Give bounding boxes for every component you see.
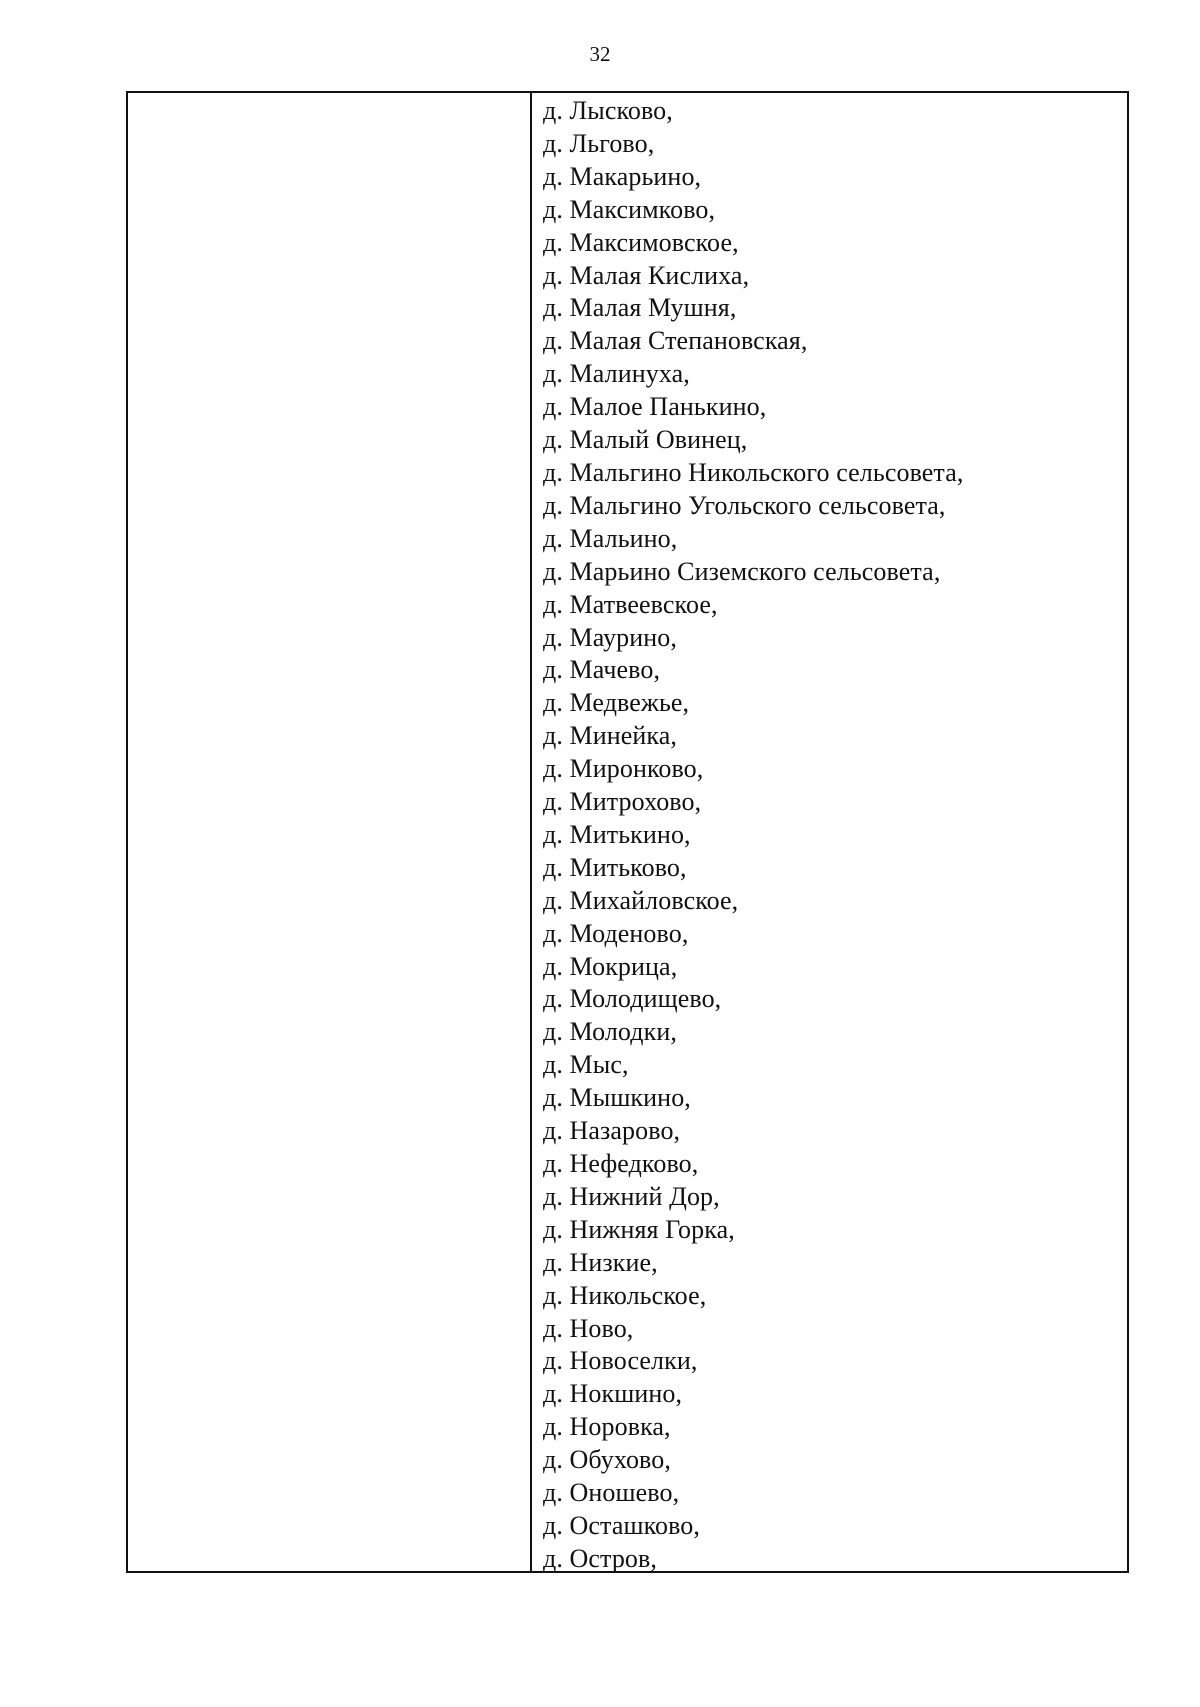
list-item: д. Малинуха, — [543, 359, 690, 389]
list-item: д. Нокшино, — [543, 1379, 683, 1409]
list-item: д. Малое Панькино, — [543, 392, 767, 422]
list-item: д. Новоселки, — [543, 1346, 698, 1376]
list-item: д. Моденово, — [543, 918, 689, 948]
list-item: д. Мышкино, — [543, 1083, 691, 1113]
list-item: д. Минейка, — [543, 721, 678, 751]
list-item: д. Нижняя Горка, — [543, 1214, 735, 1244]
list-item: д. Обухово, — [543, 1445, 671, 1475]
page-number: 32 — [589, 42, 611, 66]
list-item: д. Макарьино, — [543, 161, 702, 191]
list-item: д. Максимково, — [543, 194, 716, 224]
list-item: д. Митрохово, — [543, 787, 702, 817]
list-item: д. Молодищево, — [543, 984, 722, 1014]
list-item: д. Ново, — [543, 1313, 634, 1343]
settlement-list — [543, 95, 1127, 1571]
list-item: д. Митькино, — [543, 819, 691, 849]
list-item: д. Нижний Дор, — [543, 1181, 720, 1211]
list-item: д. Лысково, — [543, 96, 673, 125]
list-item: д. Мокрица, — [543, 951, 678, 981]
list-item: д. Марьино Сиземского сельсовета, — [543, 556, 941, 586]
list-item: д. Льгово, — [543, 128, 655, 158]
list-item: д. Осташково, — [543, 1510, 700, 1540]
list-item: д. Мыс, — [543, 1050, 629, 1080]
list-item: д. Мальгино Никольского сельсовета, — [543, 457, 964, 487]
list-item: д. Нефедково, — [543, 1149, 699, 1178]
list-item: д. Малая Кислиха, — [543, 260, 750, 290]
list-item: д. Мачево, — [543, 655, 661, 685]
list-item: д. Назарово, — [543, 1116, 681, 1146]
settlements-table — [126, 91, 1129, 1573]
list-item: д. Малая Мушня, — [543, 293, 737, 323]
list-item: д. Мальгино Угольского сельсовета, — [543, 490, 946, 520]
list-item: д. Михайловское, — [543, 885, 739, 915]
list-item: д. Норовка, — [543, 1412, 671, 1442]
list-item: д. Никольское, — [543, 1280, 707, 1310]
list-item: д. Оношево, — [543, 1478, 680, 1508]
list-item: д. Максимовское, — [543, 227, 739, 257]
list-item: д. Малая Степановская, — [543, 326, 808, 356]
list-item: д. Митьково, — [543, 852, 687, 882]
list-item: д. Мальино, — [543, 523, 678, 553]
list-item: д. Маурино, — [543, 622, 677, 652]
list-item: д. Низкие, — [543, 1247, 658, 1277]
list-item: д. Медвежье, — [543, 688, 690, 718]
list-item: д. Матвеевское, — [543, 589, 718, 619]
table-left-cell — [128, 93, 532, 1571]
list-item: д. Остров, — [543, 1543, 658, 1571]
list-item: д. Миронково, — [543, 754, 704, 784]
table-right-cell — [532, 93, 1127, 1571]
list-item: д. Малый Овинец, — [543, 425, 748, 455]
list-item: д. Молодки, — [543, 1017, 677, 1047]
